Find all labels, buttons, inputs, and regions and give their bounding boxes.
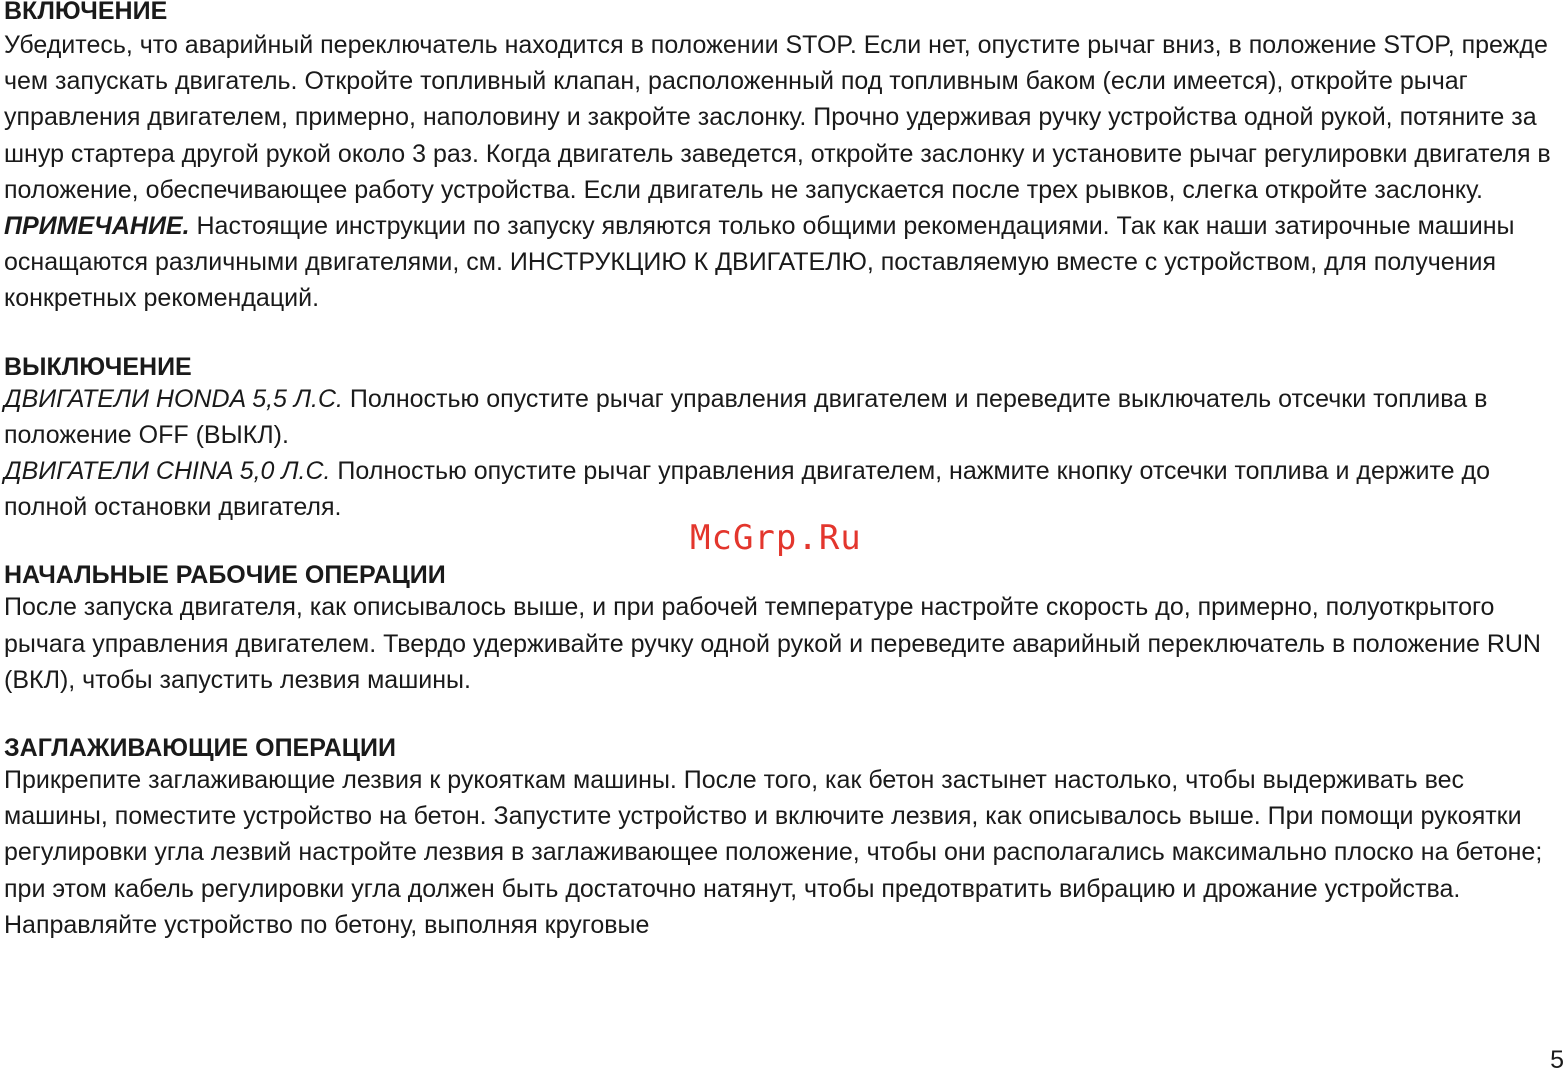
section-heading: ЗАГЛАЖИВАЮЩИЕ ОПЕРАЦИИ: [4, 734, 396, 763]
note-label: ПРИМЕЧАНИЕ.: [4, 212, 190, 241]
section-paragraph: Прикрепите заглаживающие лезвия к рукояткам машины. После того, как бетон застынет настолько, чтобы выдерживать вес машины, поместите устройство на бетон. Запустите устройство и включите лезвия, как описывалось выше. При помощи рукоятки регулировки угла лезвий настройте лезвия в заглаживающее положение, чтобы они располагались максимально плоско на бетоне; при этом кабель регулировки угла должен быть достаточно натянут, чтобы предотвратить вибрацию и дрожание устройства. Направляйте устройство по бетону, выполняя круговые: [4, 766, 1543, 939]
section-heading: ВЫКЛЮЧЕНИЕ: [4, 352, 192, 381]
page-number: 5: [1550, 1046, 1564, 1074]
watermark: McGrp.Ru: [690, 518, 862, 558]
china-paragraph: [4, 453, 1560, 525]
honda-engine-label: ДВИГАТЕЛИ HONDA 5,5 Л.С.: [4, 384, 343, 413]
section-paragraph: Убедитесь, что аварийный переключатель находится в положении STOP. Если нет, опустите рычаг вниз, в положение STOP, прежде чем запускать двигатель. Откройте топливный клапан, расположенный под топливным баком (если имеется), откройте рычаг управления двигателем, примерно, наполовину и закройте заслонку. Прочно удерживая ручку устройства одной рукой, потяните за шнур стартера другой рукой около 3 раз. Когда двигатель заведется, откройте заслонку и установите рычаг регулировки двигателя в положение, обеспечивающее работу устройства. Если двигатель не запускается после трех рывков, слегка откройте заслонку.: [4, 31, 1551, 204]
section-heading: НАЧАЛЬНЫЕ РАБОЧИЕ ОПЕРАЦИИ: [4, 561, 446, 590]
section-shutdown: [4, 353, 1560, 526]
section-initial-operations: [4, 561, 1560, 698]
section-heading: ВКЛЮЧЕНИЕ: [4, 0, 168, 25]
document-page: [4, 0, 1560, 943]
china-text: Полностью опустите рычаг управления двигателем, нажмите кнопку отсечки топлива и держите до полной остановки двигателя.: [4, 457, 1490, 522]
note-paragraph: [4, 208, 1560, 317]
honda-paragraph: [4, 381, 1560, 453]
china-engine-label: ДВИГАТЕЛИ CHINA 5,0 Л.С.: [4, 457, 331, 486]
honda-text: Полностью опустите рычаг управления двигателем и переведите выключатель отсечки топлива в положение OFF (ВЫКЛ).: [4, 384, 1488, 449]
section-smoothing-operations: [4, 734, 1560, 943]
section-paragraph: После запуска двигателя, как описывалось выше, и при рабочей температуре настройте скорость до, примерно, полуоткрытого рычага управления двигателем. Твердо удерживайте ручку одной рукой и переведите аварийный переключатель в положение RUN (ВКЛ), чтобы запустить лезвия машины.: [4, 593, 1541, 694]
section-startup: [4, 0, 1560, 317]
note-text: Настоящие инструкции по запуску являются только общими рекомендациями. Так как наши затирочные машины оснащаются различными двигателями, см. ИНСТРУКЦИЮ К ДВИГАТЕЛЮ, поставляемую вместе с устройством, для получения конкретных рекомендаций.: [4, 212, 1515, 313]
